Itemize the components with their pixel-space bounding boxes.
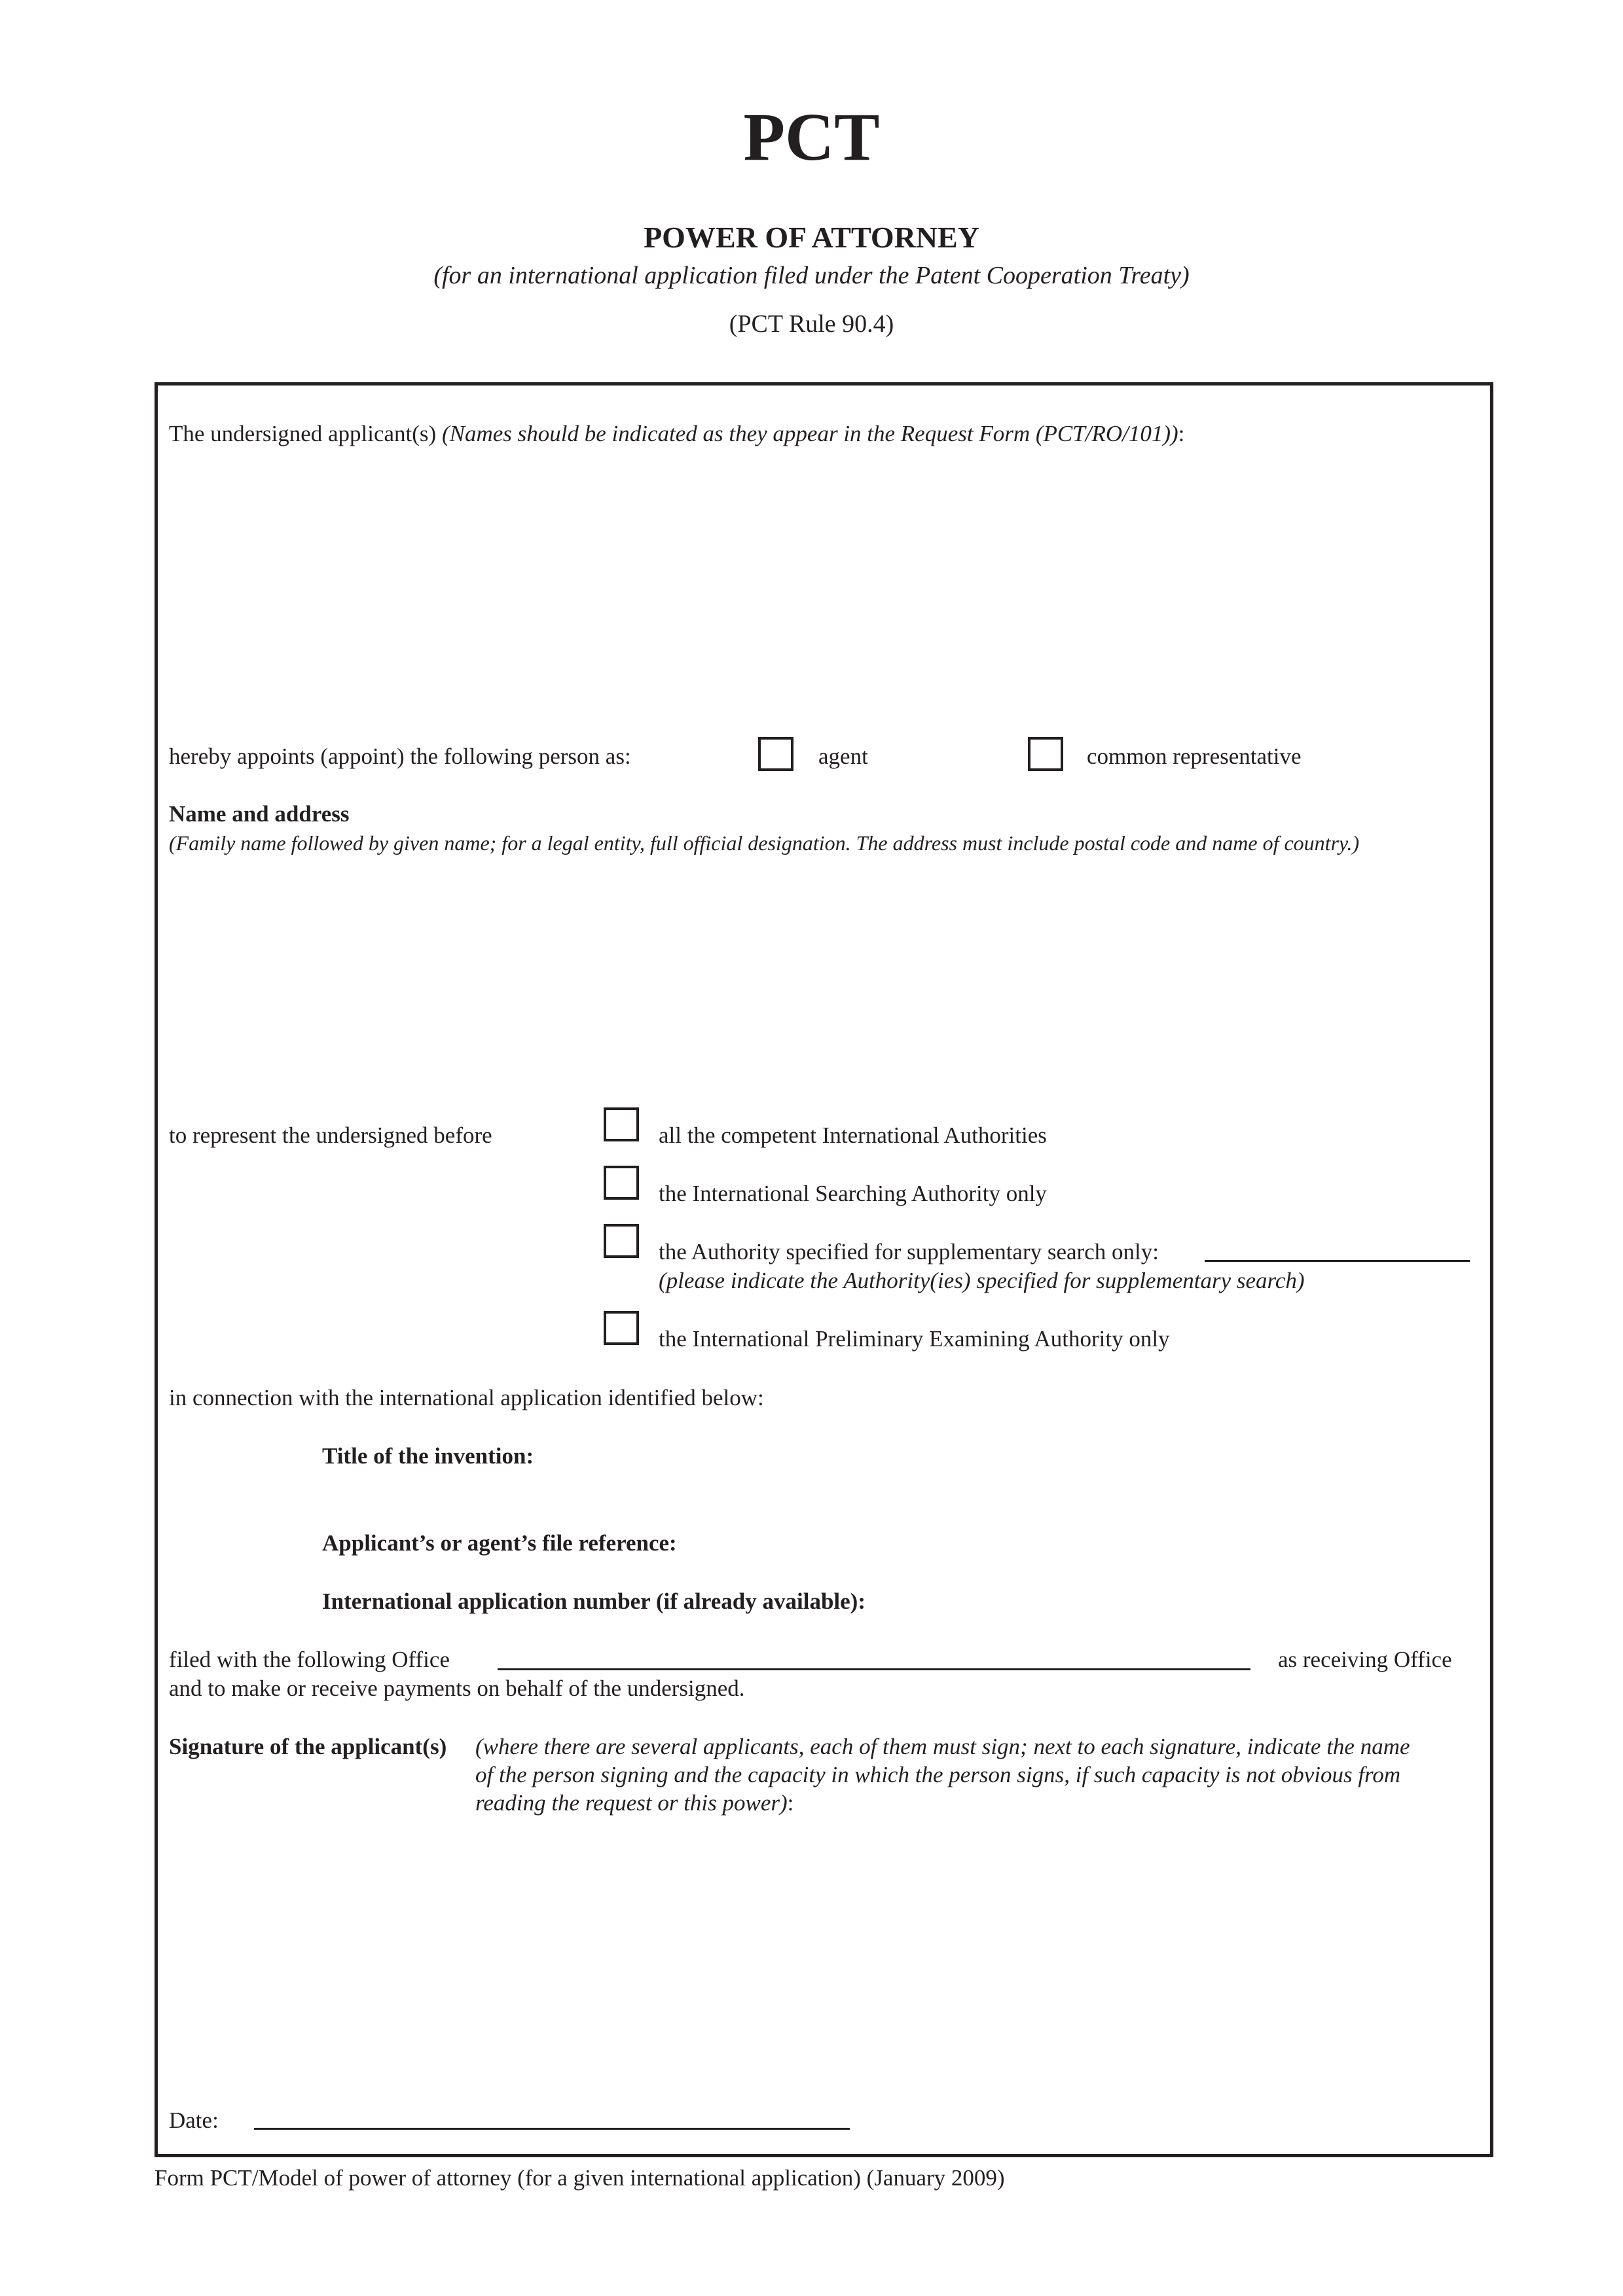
- form-rule: (PCT Rule 90.4): [729, 310, 894, 338]
- signature-note-line3: reading the request or this power): [475, 1790, 788, 1816]
- form-title: PCT: [743, 99, 880, 175]
- supplementary-search-field[interactable]: [1205, 1260, 1470, 1262]
- applicants-colon: :: [1178, 421, 1185, 446]
- applicants-label: The undersigned applicant(s): [169, 421, 437, 446]
- ipea-only-label: the International Preliminary Examining Authority only: [659, 1326, 1170, 1352]
- appointment-label: hereby appoints (appoint) the following person as:: [169, 744, 631, 769]
- all-authorities-checkbox[interactable]: [604, 1107, 639, 1141]
- connection-label: in connection with the international application identified below:: [169, 1385, 764, 1410]
- all-authorities-label: all the competent International Authorities: [659, 1122, 1047, 1148]
- applicants-entry-area[interactable]: [169, 458, 1478, 720]
- form-description: (for an international application filed under the Patent Cooperation Treaty): [433, 262, 1190, 289]
- form-subtitle: POWER OF ATTORNEY: [644, 221, 979, 254]
- signature-entry-area[interactable]: [169, 1833, 1478, 2088]
- name-address-note: (Family name followed by given name; for a legal entity, full official designation. The address must include postal code and name of country.): [169, 831, 1360, 855]
- form-footer: Form PCT/Model of power of attorney (for a given international application) (January 2009): [155, 2165, 1005, 2191]
- agent-checkbox[interactable]: [758, 737, 793, 771]
- applicants-note: (Names should be indicated as they appear in the Request Form (PCT/RO/101)): [441, 421, 1178, 446]
- receiving-office-suffix: as receiving Office: [1278, 1647, 1452, 1672]
- supplementary-search-note: (please indicate the Authority(ies) specified for supplementary search): [659, 1268, 1305, 1293]
- common-representative-option-label: common representative: [1087, 744, 1302, 769]
- file-reference-label: Applicant’s or agent’s file reference:: [322, 1530, 677, 1556]
- international-number-label: International application number (if already available):: [322, 1588, 866, 1614]
- signature-note-line2: of the person signing and the capacity in which the person signs, if such capacity is not obvious from: [475, 1762, 1401, 1787]
- signature-label: Signature of the applicant(s): [169, 1734, 447, 1759]
- name-address-entry-area[interactable]: [169, 864, 1478, 1080]
- isa-only-checkbox[interactable]: [604, 1166, 639, 1200]
- receiving-office-field[interactable]: [498, 1668, 1250, 1670]
- applicants-line: [169, 422, 1184, 445]
- supplementary-search-checkbox[interactable]: [604, 1224, 639, 1258]
- common-representative-checkbox[interactable]: [1028, 737, 1063, 771]
- payments-text: and to make or receive payments on behalf of the undersigned.: [169, 1676, 745, 1701]
- isa-only-label: the International Searching Authority only: [659, 1181, 1047, 1206]
- date-field[interactable]: [254, 2128, 850, 2130]
- ipea-only-checkbox[interactable]: [604, 1311, 639, 1345]
- filed-label: filed with the following Office: [169, 1647, 450, 1672]
- signature-note-line3-wrap: [475, 1791, 793, 1814]
- supplementary-search-label: the Authority specified for supplementary search only:: [659, 1239, 1159, 1265]
- date-label: Date:: [169, 2108, 219, 2133]
- agent-option-label: agent: [818, 744, 868, 769]
- represent-label: to represent the undersigned before: [169, 1122, 492, 1148]
- signature-note-colon: :: [787, 1790, 794, 1816]
- invention-title-label: Title of the invention:: [322, 1443, 534, 1469]
- name-address-label: Name and address: [169, 801, 350, 827]
- signature-note-line1: (where there are several applicants, each of them must sign; next to each signature, indicate the name: [475, 1734, 1410, 1759]
